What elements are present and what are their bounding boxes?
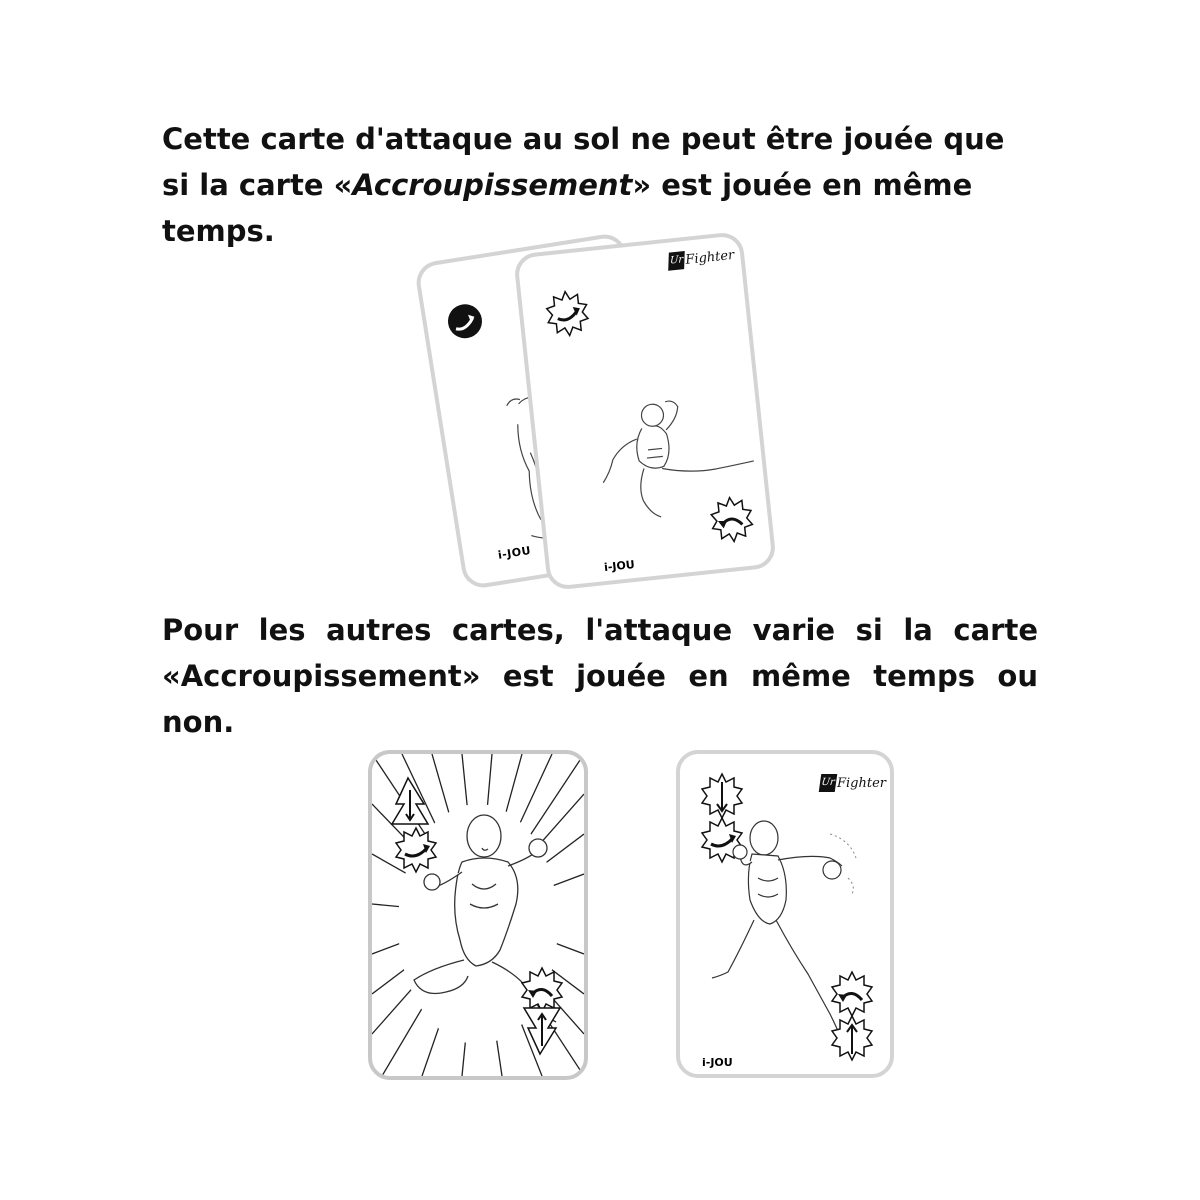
ground-kick-card <box>513 231 777 591</box>
logo-text: Fighter <box>684 247 735 268</box>
logo-mark: Ur <box>819 774 838 792</box>
standing-strike-card <box>676 750 894 1078</box>
crouch-arrow-down-icon <box>524 1008 560 1054</box>
arrow-up-icon <box>832 1016 872 1060</box>
card-brand: i-JOU <box>603 557 636 575</box>
strike-forward-icon <box>545 290 589 338</box>
crouch-arrow-up-icon <box>392 778 428 824</box>
crouched-strike-card <box>368 750 588 1080</box>
strike-back-icon <box>832 972 872 1016</box>
logo-mark: Ur <box>668 251 685 271</box>
card-brand: i-JOU <box>497 543 532 562</box>
variant-paragraph: Pour les autres cartes, l'attaque varie si la carte «Accroupissement» est jouée en même temps ou non. <box>162 613 1038 739</box>
arrow-down-icon <box>702 774 742 818</box>
strike-back-icon <box>710 496 754 544</box>
standing-strike-card-art <box>680 754 890 1074</box>
crouch-icon <box>446 302 485 341</box>
card-brand: i-JOU <box>702 1056 733 1069</box>
crouched-strike-card-art <box>372 754 584 1076</box>
intro-paragraph <box>162 116 1038 254</box>
low-kick-fighter-drawing <box>595 393 758 523</box>
intro-text-end: » est jouée en même temps. <box>162 168 973 248</box>
intro-text-start: Cette carte d'attaque au sol ne peut être jouée que si la carte « <box>162 122 1005 202</box>
logo-text: Fighter <box>837 775 887 791</box>
intro-card-name: Accroupissement <box>352 168 633 202</box>
ground-kick-card-art <box>517 235 772 586</box>
